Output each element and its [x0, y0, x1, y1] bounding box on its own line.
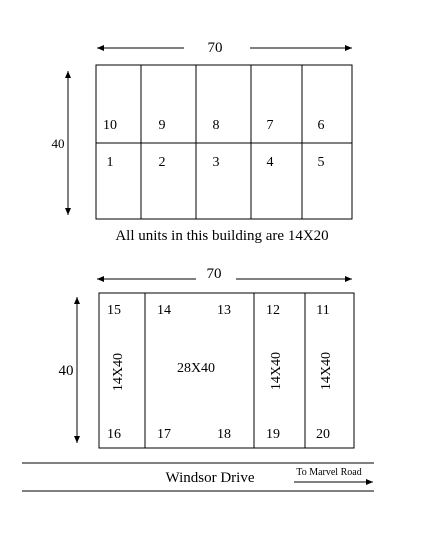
- building-1-width-label: 70: [207, 40, 223, 56]
- unit-number: 13: [217, 303, 231, 318]
- unit-size-label: 28X40: [176, 361, 216, 376]
- unit-size-label: 14X40: [269, 351, 284, 391]
- unit-number: 20: [316, 427, 330, 442]
- unit-number: 8: [212, 118, 220, 133]
- unit-number: 2: [158, 155, 166, 170]
- unit-number: 15: [107, 303, 121, 318]
- building-1-caption: All units in this building are 14X20: [115, 228, 329, 244]
- unit-number: 16: [107, 427, 121, 442]
- unit-size-label: 14X40: [319, 351, 334, 391]
- unit-number: 7: [266, 118, 274, 133]
- building-1-height-label: 40: [51, 136, 65, 151]
- road-direction-label: To Marvel Road: [296, 467, 362, 478]
- unit-number: 10: [103, 118, 117, 133]
- building-2: [59, 266, 355, 448]
- unit-number: 1: [106, 155, 114, 170]
- unit-number: 12: [266, 303, 280, 318]
- unit-size-label: 14X40: [111, 352, 126, 392]
- road: [22, 463, 374, 491]
- unit-number: 5: [317, 155, 325, 170]
- building-1-outline: [96, 65, 352, 219]
- unit-number: 4: [266, 155, 274, 170]
- unit-number: 6: [317, 118, 325, 133]
- unit-number: 17: [157, 427, 171, 442]
- building-1: [52, 40, 353, 244]
- unit-number: 18: [217, 427, 231, 442]
- unit-number: 19: [266, 427, 280, 442]
- unit-number: 3: [212, 155, 220, 170]
- building-2-width-label: 70: [206, 266, 222, 282]
- unit-number: 11: [316, 303, 330, 318]
- building-2-height-label: 40: [58, 363, 74, 379]
- road-name: Windsor Drive: [165, 470, 255, 486]
- unit-number: 14: [157, 303, 171, 318]
- unit-number: 9: [158, 118, 166, 133]
